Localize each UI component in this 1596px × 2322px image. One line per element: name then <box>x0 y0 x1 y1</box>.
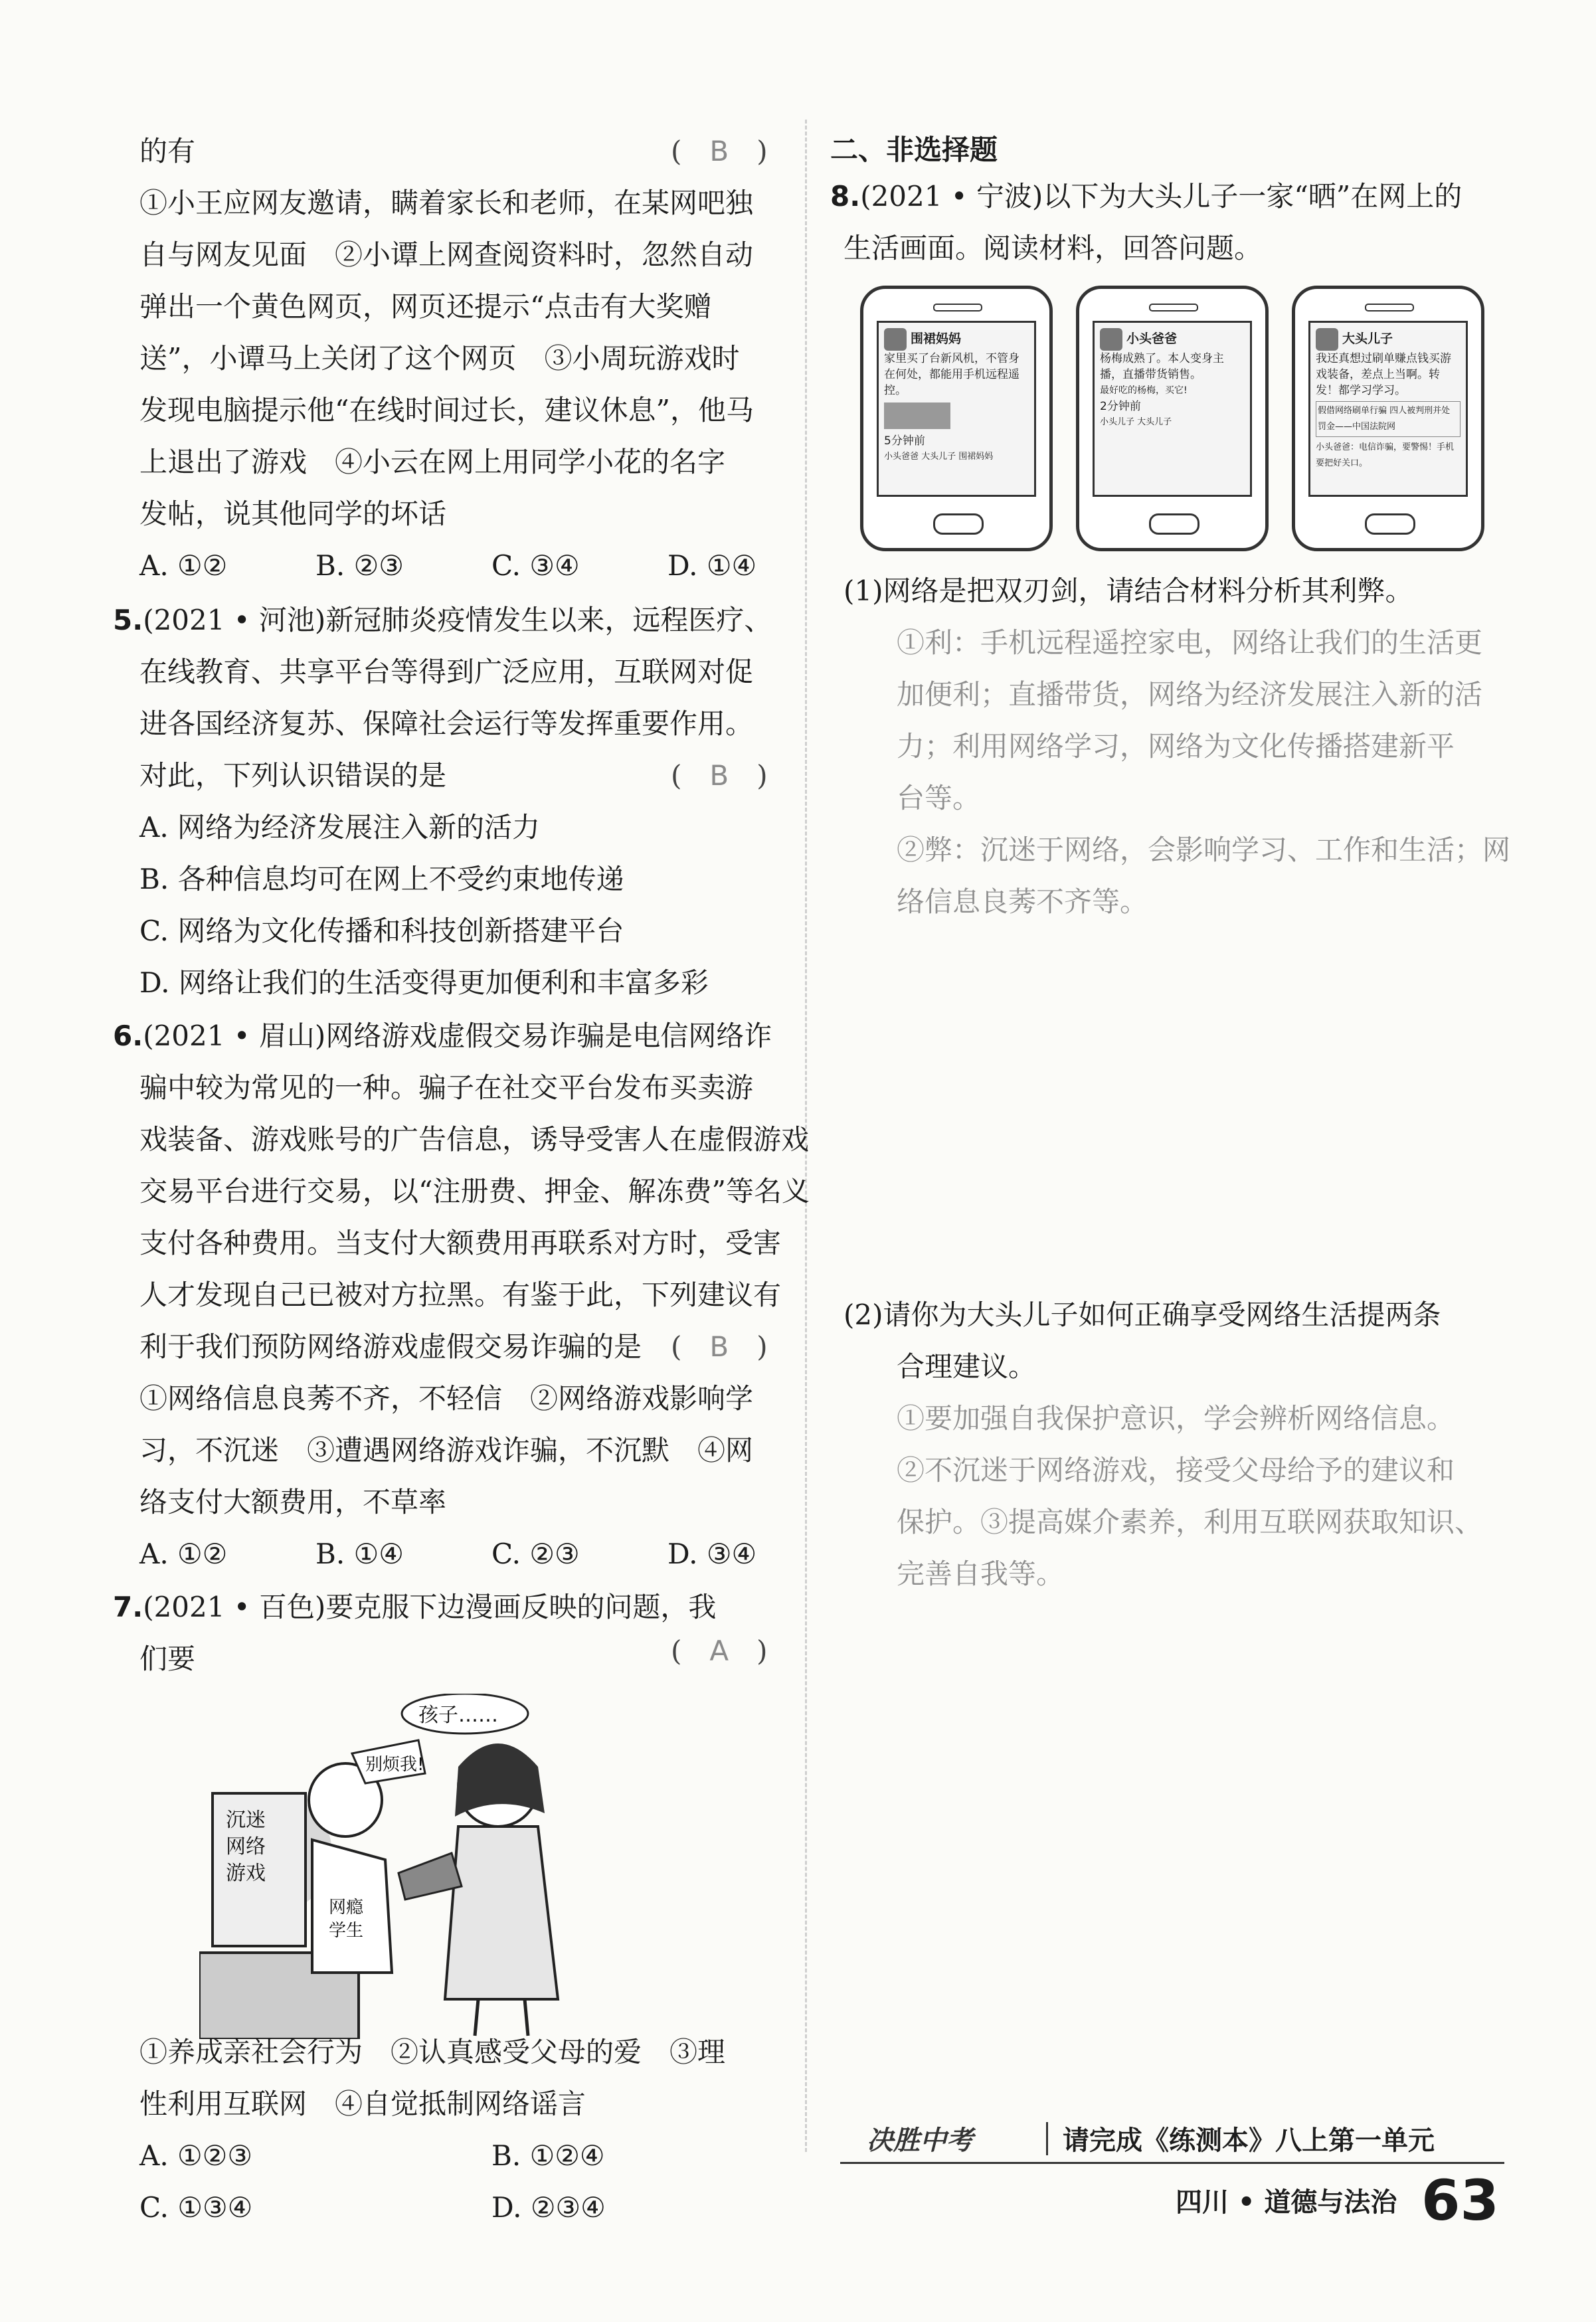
q8-sub2-answer: ①要加强自我保护意识，学会辨析网络信息。 <box>897 1402 1455 1435</box>
footer-label: 四川 • 道德与法治 <box>1176 2187 1397 2218</box>
banner-separator <box>1046 2122 1048 2155</box>
q5-option-d: D. 网络让我们的生活变得更加便利和丰富多彩 <box>139 966 709 999</box>
avatar <box>1100 328 1122 351</box>
q8-sub2-answer: 完善自我等。 <box>897 1558 1065 1590</box>
post-comment: 最好吃的杨梅，买它! <box>1100 385 1188 396</box>
post-foot: 小头爸爸：电信诈骗，要警惕！手机要把好关口。 <box>1316 442 1455 468</box>
svg-text:游戏: 游戏 <box>226 1862 266 1885</box>
q4-line: 上退出了游戏 ④小云在网上用同学小花的名字 <box>139 446 726 478</box>
q4-line: 送”，小谭马上关闭了这个网页 ③小周玩游戏时 <box>139 342 740 375</box>
q6-option-c: C. ②③ <box>491 1538 580 1570</box>
q4-option-c: C. ③④ <box>491 549 580 582</box>
post-text: 我还真想过刷单赚点钱买游戏装备，差点上当啊。转发！都学习学习。 <box>1316 352 1451 397</box>
q8-sub1-answer: ①利：手机远程遥控家电，网络让我们的生活更 <box>897 626 1483 659</box>
phone-mom <box>860 286 1053 551</box>
q5-line: 在线教育、共享平台等得到广泛应用，互联网对促 <box>139 656 754 688</box>
post-time: 5分钟前 <box>884 434 925 448</box>
q8-sub1-prompt: (1)网络是把双刃剑，请结合材料分析其利弊。 <box>843 575 1413 607</box>
phone-screen: 小头爸爸 杨梅成熟了。本人变身主播，直播带货销售。 最好吃的杨梅，买它! 2分钟前 小头儿子 大头儿子 <box>1093 321 1252 497</box>
speaker-icon <box>933 304 982 312</box>
q6-option-a: A. ①② <box>139 1538 228 1570</box>
q6-line: 人才发现自己已被对方拉黑。有鉴于此，下列建议有 <box>139 1279 782 1311</box>
q5-option-a: A. 网络为经济发展注入新的活力 <box>139 811 541 844</box>
q8-sub1-answer: 加便利；直播带货，网络为经济发展注入新的活 <box>897 678 1483 711</box>
q6-line: 交易平台进行交易，以“注册费、押金、解冻费”等名义 <box>139 1175 810 1207</box>
q8-sub2-answer: ②不沉迷于网络游戏，接受父母给予的建议和 <box>897 1454 1455 1486</box>
q8-sub1-answer: 台等。 <box>897 782 981 814</box>
q7-line: 7.(2021 • 百色)要克服下边漫画反映的问题，我 <box>113 1591 717 1623</box>
q4-line: 发帖，说其他同学的坏话 <box>139 497 447 530</box>
post-text: 杨梅成熟了。本人变身主播，直播带货销售。 <box>1100 352 1224 381</box>
q4-line: ①小王应网友邀请，瞒着家长和老师，在某网吧独 <box>139 187 754 219</box>
q7-line: 们要 <box>139 1643 196 1675</box>
home-button-icon <box>1365 513 1415 535</box>
phone-screen: 围裙妈妈 家里买了台新风机，不管身在何处，都能用手机远程遥控。 5分钟前 小头爸爸 大头儿子 围裙妈妈 <box>877 321 1036 497</box>
avatar <box>1316 328 1338 351</box>
q5-line: 5.(2021 • 河池)新冠肺炎疫情发生以来，远程医疗、 <box>113 604 772 636</box>
q6-line: 支付各种费用。当支付大额费用再联系对方时，受害 <box>139 1227 782 1259</box>
speaker-icon <box>1149 304 1198 312</box>
post-likes: 小头爸爸 大头儿子 围裙妈妈 <box>884 452 994 462</box>
q4-line: 自与网友见面 ②小谭上网查阅资料时，忽然自动 <box>139 238 754 271</box>
q7-option-c: C. ①③④ <box>139 2191 253 2224</box>
q4-option-d: D. ①④ <box>667 549 757 582</box>
avatar <box>884 328 907 351</box>
q8-line: 生活画面。阅读材料，回答问题。 <box>843 232 1263 264</box>
q8-phones <box>860 286 1491 551</box>
post-text: 家里买了台新风机，不管身在何处，都能用手机远程遥控。 <box>884 352 1020 397</box>
q8-sub1-answer: ②弊：沉迷于网络，会影响学习、工作和生活；网 <box>897 834 1511 866</box>
q8-sub2-prompt: (2)请你为大头儿子如何正确享受网络生活提两条 <box>843 1298 1441 1331</box>
q7-answer: ( A ) <box>671 1635 768 1667</box>
post-likes: 小头儿子 大头儿子 <box>1100 417 1172 427</box>
q6-line: 习，不沉迷 ③遭遇网络游戏诈骗，不沉默 ④网 <box>139 1434 754 1467</box>
q7-option-b: B. ①②④ <box>491 2139 605 2172</box>
q6-option-d: D. ③④ <box>667 1538 757 1570</box>
phone-son <box>1292 286 1484 551</box>
svg-text:网瘾: 网瘾 <box>329 1898 364 1918</box>
q8-sub2-prompt: 合理建议。 <box>897 1350 1037 1383</box>
q7-option-a: A. ①②③ <box>139 2139 252 2172</box>
speaker-icon <box>1365 304 1414 312</box>
q5-answer: ( B ) <box>671 759 768 792</box>
page-number: 63 <box>1421 2168 1499 2233</box>
svg-text:学生: 学生 <box>329 1921 364 1941</box>
svg-text:别烦我!: 别烦我! <box>365 1755 424 1775</box>
q7-option-d: D. ②③④ <box>491 2191 606 2224</box>
svg-text:网络: 网络 <box>226 1835 266 1858</box>
q6-line: 6.(2021 • 眉山)网络游戏虚假交易诈骗是电信网络诈 <box>113 1020 772 1052</box>
q6-line: 骗中较为常见的一种。骗子在社交平台发布买卖游 <box>139 1071 754 1104</box>
q7-cartoon <box>199 1694 584 2039</box>
section-title: 二、非选择题 <box>830 134 998 166</box>
q4-option-b: B. ②③ <box>315 549 404 582</box>
q5-option-c: C. 网络为文化传播和科技创新搭建平台 <box>139 915 624 947</box>
q6-line: ①网络信息良莠不齐，不轻信 ②网络游戏影响学 <box>139 1382 754 1415</box>
q4-option-a: A. ①② <box>139 549 228 582</box>
q6-answer: ( B ) <box>671 1330 768 1363</box>
q4-answer: ( B ) <box>671 135 768 167</box>
home-button-icon <box>1149 513 1199 535</box>
banner-logo: 决胜中考 <box>867 2125 973 2156</box>
post-image <box>884 402 950 429</box>
q4-line: 弹出一个黄色网页，网页还提示“点击有大奖赠 <box>139 290 712 323</box>
post-card: 假借网络刷单行骗 四人被判刑并处罚金——中国法院网 <box>1316 401 1461 437</box>
svg-text:孩子……: 孩子…… <box>418 1704 498 1727</box>
q6-line: 戏装备、游戏账号的广告信息，诱导受害人在虚假游戏 <box>139 1123 810 1156</box>
q4-line: 发现电脑提示他“在线时间过长，建议休息”，他马 <box>139 394 754 426</box>
phone-dad <box>1076 286 1269 551</box>
q8-line: 8.(2021 • 宁波)以下为大头儿子一家“晒”在网上的 <box>830 180 1463 213</box>
home-button-icon <box>933 513 984 535</box>
q8-sub1-answer: 力；利用网络学习，网络为文化传播搭建新平 <box>897 730 1455 762</box>
q6-line: 利于我们预防网络游戏虚假交易诈骗的是 <box>139 1330 642 1363</box>
q5-option-b: B. 各种信息均可在网上不受约束地传递 <box>139 863 624 895</box>
q4-stem-end: 的有 <box>139 135 196 167</box>
phone-screen: 大头儿子 我还真想过刷单赚点钱买游戏装备，差点上当啊。转发！都学习学习。 假借网络刷单行骗 四人被判刑并处罚金——中国法院网 小头爸爸：电信诈骗，要警惕！手机要把好关口。 <box>1308 321 1468 497</box>
banner-text: 请完成《练测本》八上第一单元 <box>1063 2125 1435 2156</box>
svg-text:沉迷: 沉迷 <box>226 1809 266 1832</box>
q8-sub2-answer: 保护。③提高媒介素养，利用互联网获取知识、 <box>897 1506 1483 1538</box>
q5-line: 对此，下列认识错误的是 <box>139 759 447 792</box>
post-time: 2分钟前 <box>1100 400 1141 413</box>
q8-sub1-answer: 络信息良莠不齐等。 <box>897 885 1148 918</box>
q7-line: 性利用互联网 ④自觉抵制网络谣言 <box>139 2088 586 2120</box>
q6-line: 络支付大额费用，不草率 <box>139 1486 447 1518</box>
footer-banner <box>840 2115 1504 2164</box>
q7-line: ①养成亲社会行为 ②认真感受父母的爱 ③理 <box>139 2036 726 2068</box>
q5-line: 进各国经济复苏、保障社会运行等发挥重要作用。 <box>139 707 754 740</box>
q6-option-b: B. ①④ <box>315 1538 404 1570</box>
